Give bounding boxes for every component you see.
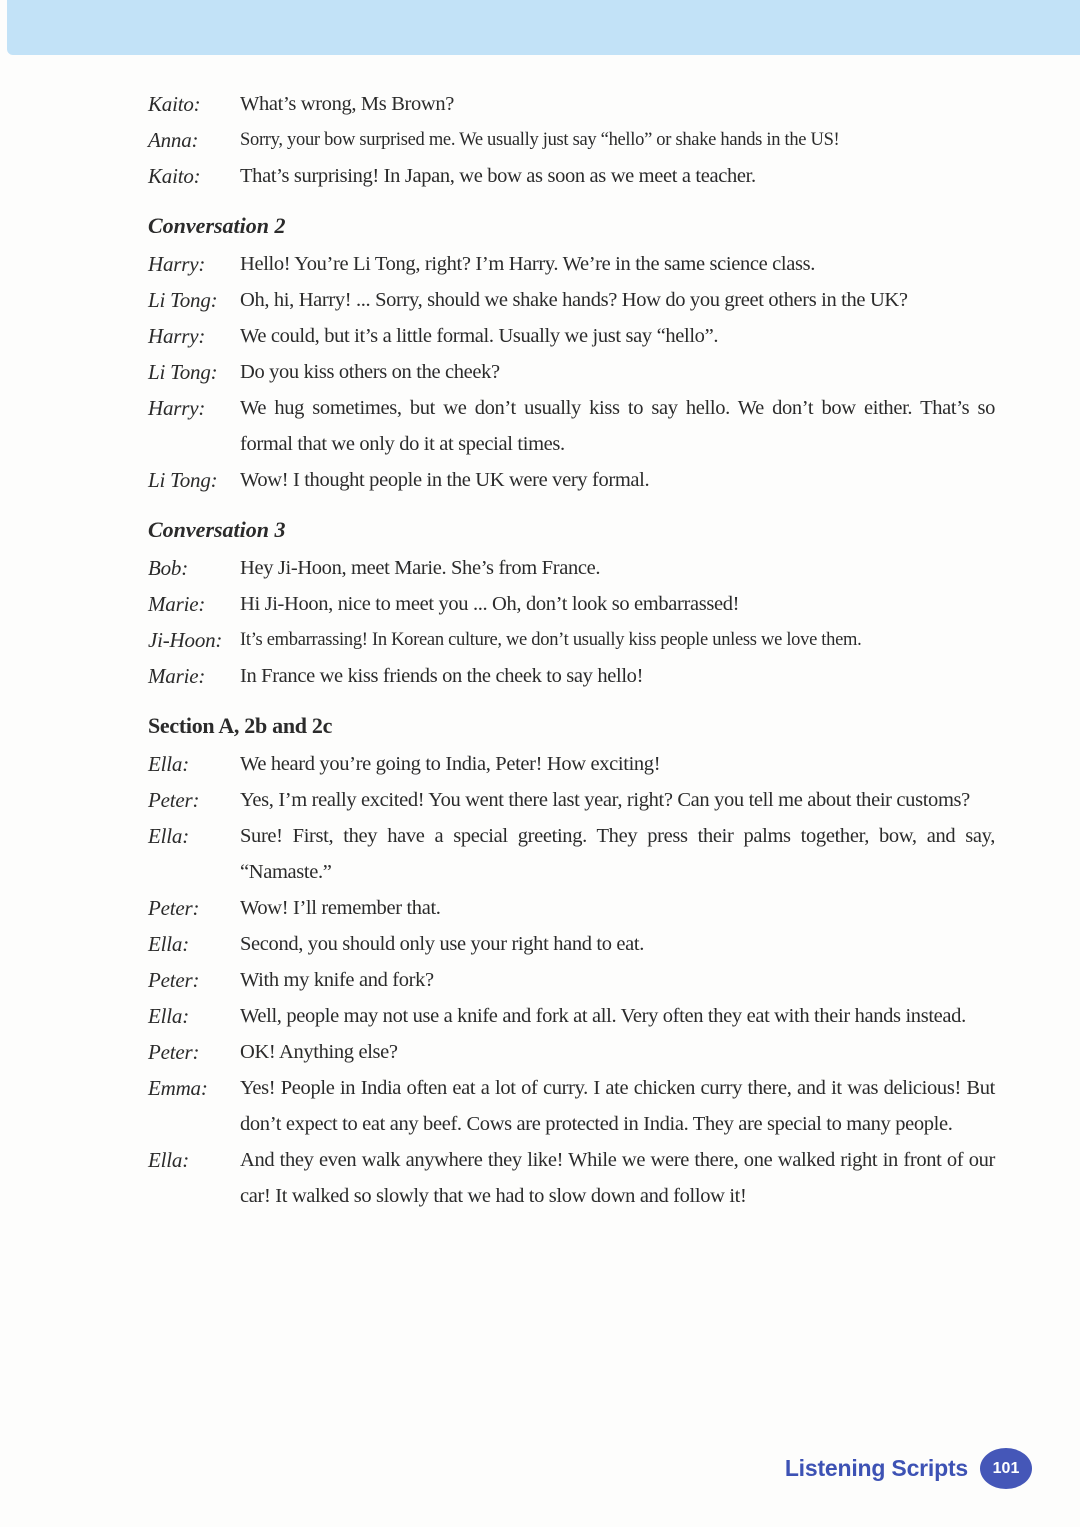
dialogue-row	[148, 890, 995, 926]
page-number-badge	[980, 1448, 1032, 1489]
dialogue-text: It’s embarrassing! In Korean culture, we don’t usually kiss people unless we love them.	[240, 630, 862, 650]
dialogue-row	[148, 586, 995, 622]
speaker-label: Harry:	[148, 396, 206, 420]
speaker-label: Bob:	[148, 556, 189, 580]
dialogue-text: Second, you should only use your right hand to eat.	[240, 933, 645, 955]
dialogue-text: What’s wrong, Ms Brown?	[240, 93, 455, 115]
dialogue-text: And they even walk anywhere they like! While we were there, one walked right in front of our car! It walked so slowly that we had to slow down and follow it!	[240, 1149, 995, 1207]
dialogue-row	[148, 462, 995, 498]
dialogue-row	[148, 354, 995, 390]
speaker-label: Ji-Hoon:	[148, 628, 223, 652]
dialogue-text: With my knife and fork?	[240, 969, 434, 991]
dialogue-row	[148, 86, 995, 122]
dialogue-text: That’s surprising! In Japan, we bow as soon as we meet a teacher.	[240, 165, 756, 187]
dialogue-row	[148, 158, 995, 194]
dialogue-text: In France we kiss friends on the cheek to say hello!	[240, 665, 644, 687]
dialogue-text: Hi Ji-Hoon, nice to meet you ... Oh, don’t look so embarrassed!	[240, 593, 740, 615]
dialogue-row	[148, 782, 995, 818]
section-heading: Section A, 2b and 2c	[148, 713, 333, 738]
dialogue-text: OK! Anything else?	[240, 1041, 398, 1063]
speaker-label: Marie:	[148, 592, 206, 616]
dialogue-text: Yes! People in India often eat a lot of curry. I ate chicken curry there, and it was delicious! But don’t expect to eat any beef. Cows are protected in India. They are special to many people.	[240, 1077, 995, 1135]
dialogue-row	[148, 390, 995, 462]
dialogue-row	[148, 998, 995, 1034]
dialogue-text: Oh, hi, Harry! ... Sorry, should we shake hands? How do you greet others in the UK?	[240, 289, 908, 311]
speaker-label: Li Tong:	[148, 468, 218, 492]
speaker-label: Peter:	[148, 1040, 200, 1064]
page-number: 101	[992, 1459, 1020, 1477]
dialogue-text: Hello! You’re Li Tong, right? I’m Harry. We’re in the same science class.	[240, 253, 815, 275]
dialogue-row	[148, 550, 995, 586]
footer-section-label: Listening Scripts	[784, 1455, 968, 1481]
dialogue-text: We hug sometimes, but we don’t usually kiss to say hello. We don’t bow either. That’s so formal that we only do it at special times.	[240, 397, 995, 455]
header-band	[7, 0, 1080, 55]
dialogue-text: Do you kiss others on the cheek?	[240, 361, 500, 383]
speaker-label: Peter:	[148, 896, 200, 920]
dialogue-row	[148, 318, 995, 354]
dialogue-text: We heard you’re going to India, Peter! How exciting!	[240, 753, 661, 775]
speaker-label: Peter:	[148, 968, 200, 992]
speaker-label: Anna:	[148, 128, 199, 152]
dialogue-text: Well, people may not use a knife and fork at all. Very often they eat with their hands instead.	[240, 1005, 966, 1027]
speaker-label: Ella:	[148, 824, 189, 848]
dialogue-row	[148, 1034, 995, 1070]
dialogue-text: We could, but it’s a little formal. Usually we just say “hello”.	[240, 325, 719, 347]
speaker-label: Peter:	[148, 788, 200, 812]
speaker-label: Li Tong:	[148, 360, 218, 384]
dialogue-row	[148, 818, 995, 890]
speaker-label: Kaito:	[148, 164, 201, 188]
speaker-label: Ella:	[148, 932, 189, 956]
speaker-label: Marie:	[148, 664, 206, 688]
dialogue-row	[148, 658, 995, 694]
listening-script-content	[148, 86, 995, 1214]
section-heading: Conversation 3	[148, 517, 286, 542]
speaker-label: Ella:	[148, 1004, 189, 1028]
dialogue-text: Sure! First, they have a special greeting. They press their palms together, bow, and say, “Namaste.”	[240, 825, 995, 883]
dialogue-text: Wow! I thought people in the UK were very formal.	[240, 469, 650, 491]
dialogue-row	[148, 1070, 995, 1142]
dialogue-row	[148, 746, 995, 782]
dialogue-row	[148, 282, 995, 318]
speaker-label: Ella:	[148, 752, 189, 776]
dialogue-row	[148, 926, 995, 962]
dialogue-row	[148, 622, 995, 658]
speaker-label: Kaito:	[148, 92, 201, 116]
speaker-label: Harry:	[148, 252, 206, 276]
dialogue-row	[148, 1142, 995, 1214]
dialogue-row	[148, 962, 995, 998]
page-footer	[785, 1448, 1032, 1489]
dialogue-text: Wow! I’ll remember that.	[240, 897, 441, 919]
section-heading: Conversation 2	[148, 213, 286, 238]
dialogue-row	[148, 122, 995, 158]
speaker-label: Ella:	[148, 1148, 189, 1172]
speaker-label: Li Tong:	[148, 288, 218, 312]
dialogue-text: Sorry, your bow surprised me. We usually just say “hello” or shake hands in the US!	[240, 130, 840, 150]
speaker-label: Emma:	[148, 1076, 208, 1100]
speaker-label: Harry:	[148, 324, 206, 348]
dialogue-text: Yes, I’m really excited! You went there last year, right? Can you tell me about their customs?	[240, 789, 970, 811]
dialogue-row	[148, 246, 995, 282]
dialogue-text: Hey Ji-Hoon, meet Marie. She’s from France.	[240, 557, 601, 579]
script-blocks	[148, 86, 995, 1214]
